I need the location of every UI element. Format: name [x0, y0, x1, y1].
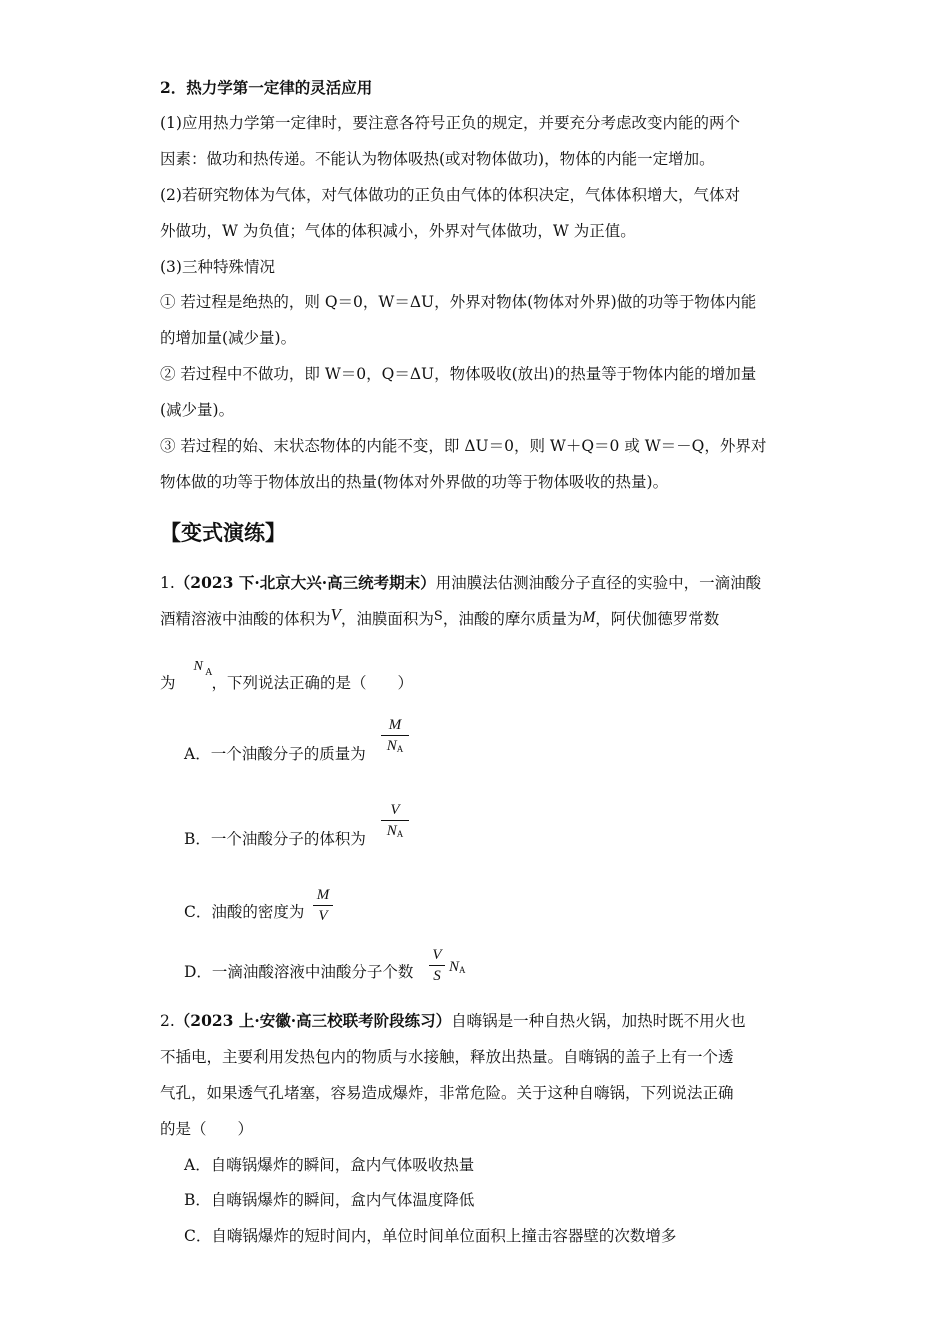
- q1-stem-text-2d: ，阿伏伽德罗常数: [595, 610, 720, 628]
- q1-option-d[interactable]: [184, 962, 413, 982]
- q2-source: （2023 上·安徽·高三校联考阶段练习）: [174, 1011, 452, 1030]
- frac-bar: [381, 820, 409, 821]
- case-2-line-2: (减少量)。: [160, 401, 235, 419]
- exercise-title: 【变式演练】: [160, 520, 286, 545]
- q1-stem-text-1: 用油膜法估测油酸分子直径的实验中，一滴油酸: [435, 574, 762, 592]
- q2-stem-text-1: 自嗨锅是一种自热火锅，加热时既不用火也: [451, 1012, 746, 1030]
- fraction-M-over-V: [313, 886, 333, 925]
- q1-stem-text-2c: ，油酸的摩尔质量为: [442, 610, 583, 628]
- symbol-S: S: [433, 609, 443, 624]
- q2-stem-line-4: 的是（ ）: [160, 1120, 254, 1138]
- symbol-V: V: [330, 605, 341, 624]
- q1-stem-text-3b: ，下列说法正确的是（ ）: [211, 674, 414, 692]
- frac-num-V: V: [432, 947, 442, 963]
- q1-option-b-text: B．一个油酸分子的体积为: [184, 830, 366, 848]
- fraction-V-over-S: [429, 946, 445, 985]
- q1-stem-line-3: [160, 659, 414, 693]
- frac-num-M: M: [316, 887, 330, 903]
- paragraph-2-line-1: (2)若研究物体为气体，对气体做功的正负由气体的体积决定，气体体积增大，气体对: [160, 186, 740, 204]
- q2-stem-line-2: 不插电，主要利用发热包内的物质与水接触，释放出热量。自嗨锅的盖子上有一个透: [160, 1048, 734, 1066]
- q2-option-b[interactable]: B．自嗨锅爆炸的瞬间，盒内气体温度降低: [184, 1191, 475, 1209]
- q1-stem-text-2a: 酒精溶液中油酸的体积为: [160, 610, 331, 628]
- q2-option-c[interactable]: C．自嗨锅爆炸的短时间内，单位时间单位面积上撞击容器壁的次数增多: [184, 1227, 677, 1245]
- q2-stem-line-1: [160, 1011, 746, 1031]
- case-3-line-2: 物体做的功等于物体放出的热量(物体对外界做的功等于物体吸收的热量)。: [160, 473, 669, 491]
- q1-option-a-text: A．一个油酸分子的质量为: [184, 745, 366, 763]
- q2-stem-line-3: 气孔，如果透气孔堵塞，容易造成爆炸，非常危险。关于这种自嗨锅，下列说法正确: [160, 1084, 734, 1102]
- q1-stem-line-2: [160, 605, 720, 631]
- case-2-line-1: ② 若过程中不做功，即 W＝0，Q＝ΔU，物体吸收(放出)的热量等于物体内能的增加量: [160, 365, 757, 383]
- case-1-line-2: 的增加量(减少量)。: [160, 329, 297, 347]
- frac-num-M: M: [388, 717, 402, 733]
- symbol-NA: N A: [193, 659, 213, 678]
- frac-num-V: V: [390, 802, 400, 818]
- q1-option-c-text: C．油酸的密度为: [184, 903, 305, 921]
- symbol-M: M: [582, 609, 596, 626]
- q2-option-a[interactable]: A．自嗨锅爆炸的瞬间，盒内气体吸收热量: [184, 1156, 475, 1174]
- q1-option-c[interactable]: [184, 902, 304, 922]
- q1-stem-text-3a: 为: [160, 674, 176, 692]
- frac-den-S: S: [433, 968, 441, 984]
- q1-number: 1.: [160, 574, 175, 592]
- frac-den-NA: $N_A$: [386, 738, 404, 754]
- q1-source: （2023 下·北京大兴·高三统考期末）: [174, 573, 436, 592]
- q1-option-d-text: D．一滴油酸溶液中油酸分子个数: [184, 963, 414, 981]
- q2-number: 2.: [160, 1012, 175, 1030]
- case-1-line-1: ① 若过程是绝热的，则 Q＝0，W＝ΔU，外界对物体(物体对外界)做的功等于物体内能: [160, 293, 757, 311]
- paragraph-2-line-2: 外做功，W 为负值；气体的体积减小，外界对气体做功，W 为正值。: [160, 222, 636, 240]
- q1-stem-text-2b: ，油膜面积为: [340, 610, 434, 628]
- paragraph-1-line-2: 因素：做功和热传递。不能认为物体吸热(或对物体做功)，物体的内能一定增加。: [160, 150, 715, 168]
- paragraph-1-line-1: (1)应用热力学第一定律时，要注意各符号正负的规定，并要充分考虑改变内能的两个: [160, 114, 740, 132]
- fraction-V-over-NA: [381, 801, 409, 843]
- q1-option-b[interactable]: [184, 829, 366, 849]
- frac-bar: [429, 965, 445, 966]
- section-heading: 2．热力学第一定律的灵活应用: [160, 78, 373, 97]
- q1-stem-line-1: [160, 573, 761, 593]
- frac-bar: [313, 905, 333, 906]
- paragraph-3: (3)三种特殊情况: [160, 258, 275, 276]
- case-3-line-1: ③ 若过程的始、末状态物体的内能不变，即 ΔU＝0，则 W＋Q＝0 或 W＝－Q，外界对: [160, 437, 767, 455]
- q1-option-a[interactable]: [184, 744, 366, 764]
- fraction-M-over-NA: [381, 716, 409, 758]
- frac-den-V: V: [318, 908, 328, 924]
- frac-den-NA: $N_A$: [386, 823, 404, 839]
- symbol-NA-after-fraction: $N_A$: [449, 959, 466, 975]
- frac-bar: [381, 735, 409, 736]
